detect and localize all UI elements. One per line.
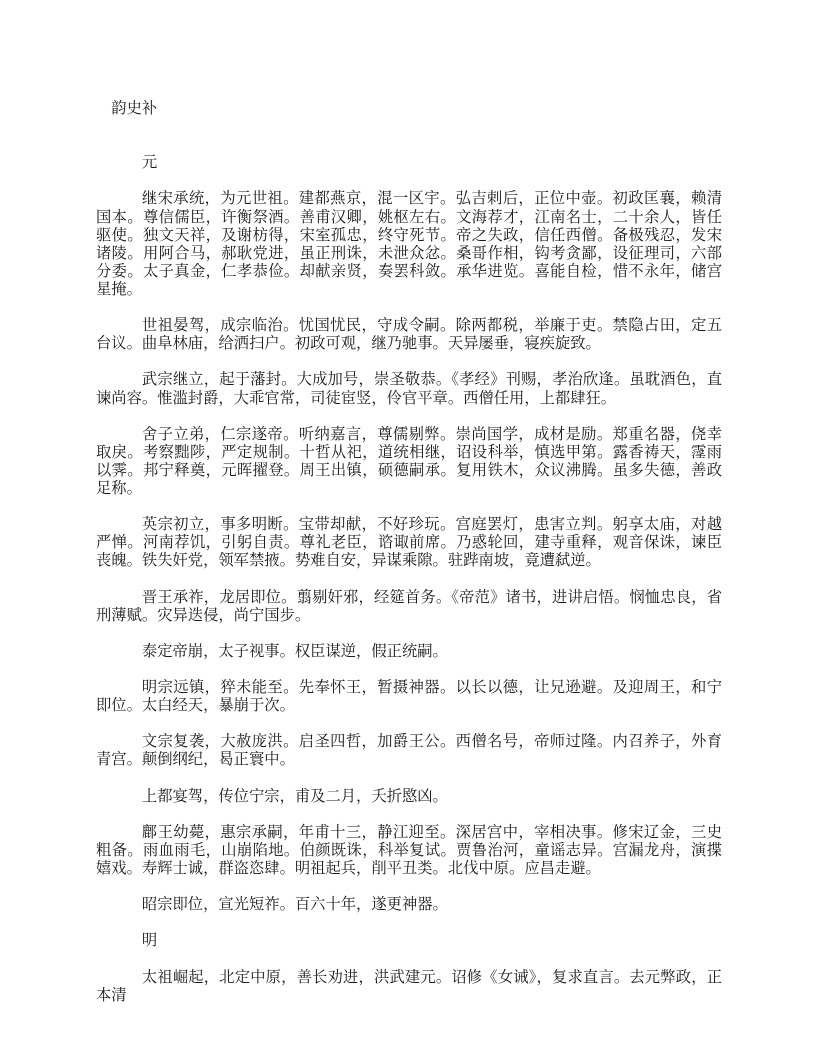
paragraph: 舍子立弟，仁宗遂帝。听纳嘉言，尊儒剔弊。崇尚国学，成材是励。郑重名器，侥幸取戾。考察黜陟，严定规制。十哲从祀，道统相继，诏设科举，慎选甲第。露香祷天，霪雨以霁。邦宁释奠，元晖擢登。周王出镇，硕德嗣承。复用铁木，众议沸腾。虽多失德，善政足称。 — [96, 425, 722, 497]
document-body — [96, 154, 722, 1004]
paragraph: 文宗复袭，大赦庞洪。启圣四哲，加爵王公。西僧名号，帝师过隆。内召养子，外育青宫。颠倒纲纪，曷正寰中。 — [96, 733, 722, 769]
paragraph: 继宋承统，为元世祖。建都燕京，混一区宇。弘吉剌后，正位中壶。初政匡襄，赖清国本。尊信儒臣，许衡祭酒。善甫汉卿，姚枢左右。文海荐才，江南名士，二十余人，皆任驱使。独文天祥，及谢枋得，宋室孤忠，终守死节。帝之失政，信任西僧。备极残忍，发宋诸陵。用阿合马，郝耿党进，虽正刑诛，未泄众忿。桑哥作相，钩考贪鄙，设征理司，六部分委。太子真金，仁孝恭俭。却献亲贤，奏罢科敛。承华进览。喜能自检，惜不永年，储宫星掩。 — [96, 190, 722, 298]
paragraph: 太祖崛起，北定中原，善长劝进，洪武建元。诏修《女诫》，复求直言。去元弊政，正本清 — [96, 968, 722, 1004]
paragraph: 明宗远镇，猝未能至。先奉怀王，暂摄神器。以长以德，让兄逊避。及迎周王，和宁即位。太白经天，暴崩于次。 — [96, 679, 722, 715]
section-header: 元 — [141, 154, 158, 172]
section-header: 明 — [141, 932, 158, 950]
paragraph: 英宗初立，事多明断。宝带却献，不好珍玩。宫庭罢灯，患害立判。躬享太庙，对越严惮。河南荐饥，引躬自责。尊礼老臣，谘诹前席。乃惑轮回，建寺重释，观音保诛，谏臣丧魄。铁失奸党，领军禁掖。势难自安，异谋乘隙。驻跸南坡，竟遭弑逆。 — [96, 516, 722, 570]
paragraph: 晋王承祚，龙居即位。翦剔奸邪，经筵首务。《帝范》诸书，进讲启悟。悯恤忠良，省刑薄赋。灾异迭侵，尚宁国步。 — [96, 588, 722, 624]
paragraph: 武宗继立，起于藩封。大成加号，崇圣敬恭。《孝经》刊赐，孝治欣逢。虽耽酒色，直谏尚容。惟滥封爵，大乖官常，司徒宦竖，伶官平章。西僧任用，上都肆狂。 — [96, 371, 722, 407]
paragraph: 鄜王幼薨，惠宗承嗣，年甫十三，静江迎至。深居宫中，宰相决事。修宋辽金，三史粗备。雨血雨毛，山崩陷地。伯颜既诛，科举复试。贾鲁治河，童谣志异。宫漏龙舟，演揲嬉戏。寿辉士诚，群盗恣肆。明祖起兵，削平丑类。北伐中原。应昌走避。 — [96, 823, 722, 877]
paragraph: 昭宗即位，宣光短祚。百六十年，遂更神器。 — [141, 896, 448, 914]
document-title: 韵史补 — [111, 100, 158, 117]
paragraph: 世祖晏驾，成宗临治。忧国忧民，守成令嗣。除两都税，举廉于吏。禁隐占田，定五台议。曲阜林庙，给洒扫户。初政可观，继乃驰事。天异屡垂，寝疾旋致。 — [96, 317, 722, 353]
paragraph: 上都宴驾，传位宁宗，甫及二月，夭折愍凶。 — [141, 787, 448, 805]
paragraph: 泰定帝崩，太子视事。权臣谋逆，假正统嗣。 — [141, 642, 448, 660]
